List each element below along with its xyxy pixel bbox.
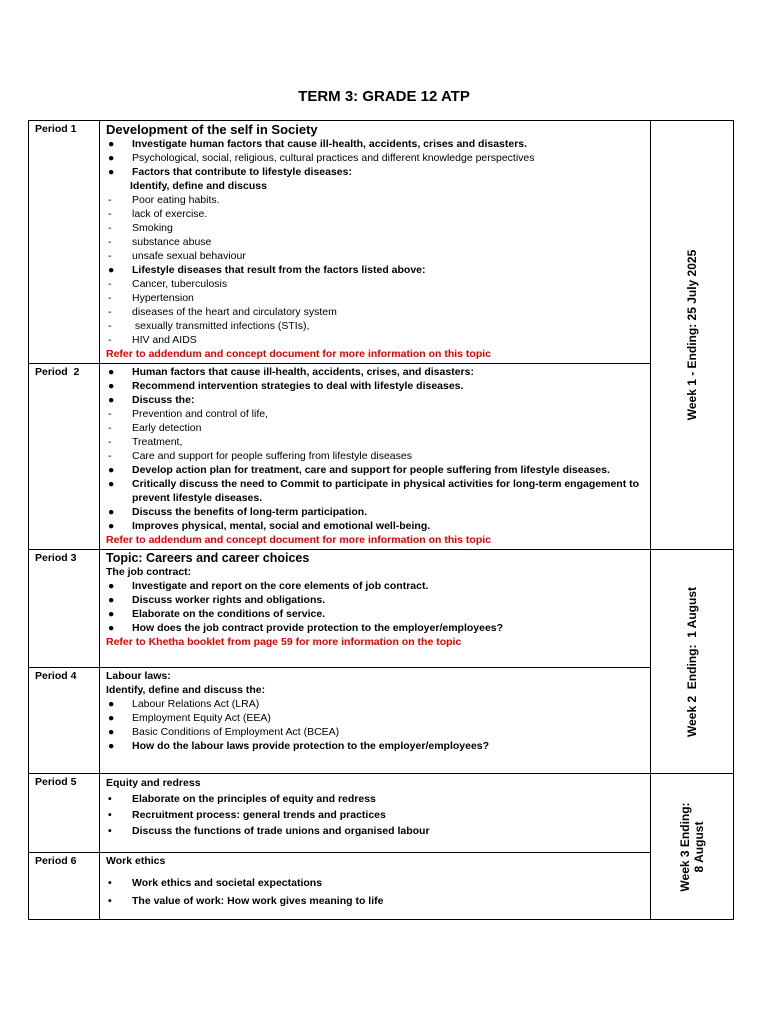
- list-subheading: Labour laws:: [106, 670, 171, 682]
- list-item: ● Psychological, social, religious, cultural practices and different knowledge perspectives: [108, 152, 535, 164]
- period-label: Period 1: [29, 121, 100, 364]
- period-label: Period 4: [29, 668, 100, 774]
- period-content: [100, 774, 651, 853]
- week-cell: [651, 550, 734, 774]
- period-label: Period 5: [29, 774, 100, 853]
- table-row: [29, 853, 734, 920]
- list-item: • Recruitment process: general trends and practices: [108, 809, 386, 821]
- period-content: [100, 121, 651, 364]
- section-heading: Topic: Careers and career choices: [106, 551, 310, 565]
- reference-note: Refer to Khetha booklet from page 59 for more information on the topic: [106, 636, 462, 648]
- list-item: ● Critically discuss the need to Commit to participate in physical activities for long-term engagement to prevent lifestyle diseases.: [108, 478, 640, 504]
- list-item: - Hypertension: [108, 292, 194, 304]
- list-item: - HIV and AIDS: [108, 334, 197, 346]
- list-item: - Smoking: [108, 222, 173, 234]
- reference-note: Refer to addendum and concept document for more information on this topic: [106, 348, 492, 360]
- list-item: - Prevention and control of life,: [108, 408, 268, 420]
- list-item: ● Human factors that cause ill-health, accidents, crises, and disasters:: [108, 366, 474, 378]
- list-item: ● Elaborate on the conditions of service.: [108, 608, 326, 620]
- list-item: - unsafe sexual behaviour: [108, 250, 246, 262]
- list-item: ● Discuss the benefits of long-term participation.: [108, 506, 368, 518]
- list-item: ● Develop action plan for treatment, care and support for people suffering from lifestyle diseases.: [108, 464, 610, 476]
- table-row: [29, 550, 734, 668]
- week-label-line: Week 3 Ending:: [678, 801, 692, 892]
- list-item: ● Discuss worker rights and obligations.: [108, 594, 326, 606]
- week-cell: [651, 121, 734, 550]
- list-item: ● Discuss the:: [108, 394, 195, 406]
- list-item: ● Basic Conditions of Employment Act (BCEA): [108, 726, 340, 738]
- list-item: ● Investigate and report on the core elements of job contract.: [108, 580, 429, 592]
- week-label: Week 1 - Ending: 25 July 2025: [685, 249, 699, 421]
- period-label: Period 3: [29, 550, 100, 668]
- period-content: [100, 550, 651, 668]
- list-item: ● Factors that contribute to lifestyle diseases:: [108, 166, 352, 178]
- list-item: • Work ethics and societal expectations: [108, 877, 323, 889]
- list-item: ● Lifestyle diseases that result from the factors listed above:: [108, 264, 426, 276]
- period-label: Period 6: [29, 853, 100, 920]
- list-item: • Discuss the functions of trade unions and organised labour: [108, 825, 430, 837]
- week-label: [678, 802, 706, 891]
- list-subheading: The job contract:: [106, 566, 192, 578]
- list-item: ● Recommend intervention strategies to deal with lifestyle diseases.: [108, 380, 464, 392]
- list-item: - lack of exercise.: [108, 208, 208, 220]
- week-label-line: 8 August: [692, 821, 706, 872]
- list-subheading: Identify, define and discuss the:: [106, 684, 266, 696]
- week-cell: [651, 774, 734, 920]
- list-item: ● Improves physical, mental, social and emotional well-being.: [108, 520, 431, 532]
- list-subheading: Equity and redress: [106, 777, 201, 789]
- table-row: [29, 668, 734, 774]
- table-row: [29, 121, 734, 364]
- list-item: ● How do the labour laws provide protection to the employer/employees?: [108, 740, 490, 752]
- list-item: - diseases of the heart and circulatory system: [108, 306, 337, 318]
- reference-note: Refer to addendum and concept document for more information on this topic: [106, 534, 492, 546]
- list-item: ● Investigate human factors that cause ill-health, accidents, crises and disasters.: [108, 138, 528, 150]
- list-item: ● Labour Relations Act (LRA): [108, 698, 260, 710]
- page-title: TERM 3: GRADE 12 ATP: [298, 88, 470, 105]
- list-item: ● Employment Equity Act (EEA): [108, 712, 271, 724]
- list-subheading: Work ethics: [106, 855, 166, 867]
- table-row: [29, 364, 734, 550]
- week-label: Week 2 Ending: 1 August: [685, 586, 699, 737]
- period-content: [100, 853, 651, 920]
- list-item: - Care and support for people suffering from lifestyle diseases: [108, 450, 412, 462]
- list-item: • Elaborate on the principles of equity and redress: [108, 793, 376, 805]
- list-item: - Early detection: [108, 422, 202, 434]
- section-heading: Development of the self in Society: [106, 122, 318, 137]
- list-item: - Poor eating habits.: [108, 194, 220, 206]
- period-label: Period 2: [29, 364, 100, 550]
- period-content: [100, 364, 651, 550]
- list-subheading: Identify, define and discuss: [130, 180, 267, 192]
- list-item: ● How does the job contract provide protection to the employer/employees?: [108, 622, 504, 634]
- list-item: - Treatment,: [108, 436, 183, 448]
- period-content: [100, 668, 651, 774]
- list-item: - substance abuse: [108, 236, 212, 248]
- list-item: - sexually transmitted infections (STIs),: [108, 320, 310, 332]
- table-row: [29, 774, 734, 853]
- list-item: - Cancer, tuberculosis: [108, 278, 228, 290]
- list-item: • The value of work: How work gives meaning to life: [108, 895, 384, 907]
- atp-table: [28, 120, 734, 920]
